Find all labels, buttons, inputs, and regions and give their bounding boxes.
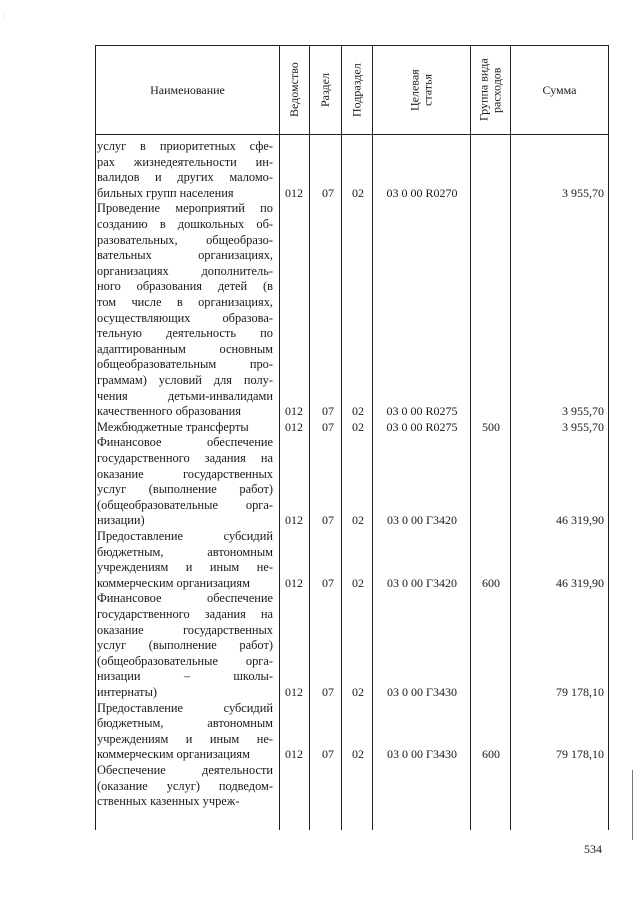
cell-ved: 012 [285, 685, 303, 699]
table-left-border [95, 45, 96, 830]
description-line: Финансовое обеспечение [97, 435, 273, 450]
description-line: учреждениям и иным не- [97, 731, 273, 746]
column-divider-razdel [341, 45, 342, 830]
description-line: качественного образования [97, 404, 241, 419]
description-line: государственного задания на [97, 606, 273, 621]
cell-cel: 03 0 00 Г3420 [387, 575, 457, 590]
description-line: Межбюджетные трансферты [97, 419, 249, 434]
description-line: Финансовое обеспечение [97, 591, 273, 606]
description-line: бюджетным, автономным [97, 716, 273, 731]
cell-raz: 07 [322, 747, 334, 762]
margin-mark [632, 770, 633, 840]
description-line: оказание государственных [97, 622, 273, 637]
cell-grp: 500 [482, 419, 500, 434]
table-right-border [608, 45, 609, 830]
cell-ved: 012 [285, 419, 303, 434]
cell-pod: 02 [352, 185, 364, 200]
cell-sum: 79 178,10 [556, 747, 604, 762]
cell-cel: 03 0 00 Г3430 [387, 685, 457, 699]
cell-sum: 3 955,70 [562, 404, 604, 419]
description-line: бильных групп населения [97, 185, 234, 200]
cell-ved: 012 [285, 747, 303, 762]
description-line: учреждениям и иным не- [97, 560, 273, 575]
cell-ved: 012 [285, 513, 303, 528]
cell-ved: 012 [285, 404, 303, 419]
column-divider-celevaya [470, 45, 471, 830]
description-line: граммам) условий для полу- [97, 372, 273, 387]
description-line: интернаты) [97, 684, 158, 699]
cell-raz: 07 [322, 404, 334, 419]
cell-cel: 03 0 00 R0275 [386, 419, 458, 434]
description-line: ного образования детей (в [97, 279, 273, 294]
header-podrazdel: Подраздел [349, 63, 364, 117]
cell-sum: 3 955,70 [562, 185, 604, 200]
row-description [97, 529, 273, 591]
cell-cel: 03 0 00 Г3430 [387, 747, 457, 762]
cell-cel: 03 0 00 R0270 [386, 185, 458, 200]
row-description [97, 591, 273, 700]
description-line: коммерческим организациям [97, 747, 250, 762]
cell-raz: 07 [322, 685, 334, 699]
cell-grp: 600 [482, 575, 500, 590]
description-line: чения детьми-инвалидами [97, 388, 273, 403]
cell-sum: 46 319,90 [556, 575, 604, 590]
column-divider-name [279, 45, 280, 830]
header-celevaya: Целевая статья [407, 69, 435, 111]
description-line: том числе в организациях, [97, 294, 273, 309]
header-name: Наименование [150, 83, 225, 97]
description-line: (оказание услуг) подведом- [97, 778, 273, 793]
description-line: низации) [97, 513, 145, 528]
cell-pod: 02 [352, 513, 364, 528]
description-line: общеобразовательным про- [97, 357, 273, 372]
description-line: тельную деятельность по [97, 326, 273, 341]
cell-raz: 07 [322, 513, 334, 528]
description-line: (общеобразовательные орга- [97, 497, 273, 512]
cell-cel: 03 0 00 Г3420 [387, 513, 457, 528]
cell-cel: 03 0 00 R0275 [386, 404, 458, 419]
description-line: низации – школы- [97, 669, 273, 684]
cell-pod: 02 [352, 575, 364, 590]
header-razdel: Раздел [318, 73, 332, 107]
description-line: Предоставление субсидий [97, 529, 273, 543]
description-line: (общеобразовательные орга- [97, 653, 273, 668]
description-line: ственных казенных учреж- [97, 794, 240, 809]
header-summa: Сумма [542, 83, 577, 97]
cell-sum: 79 178,10 [556, 685, 604, 699]
cell-sum: 46 319,90 [556, 513, 604, 528]
description-line: коммерческим организациям [97, 575, 250, 590]
cell-raz: 07 [322, 575, 334, 590]
column-divider-podrazdel [372, 45, 373, 830]
description-line: валидов и других маломо- [97, 170, 273, 185]
cell-pod: 02 [352, 747, 364, 762]
scan-speck: · [3, 12, 6, 21]
row-description [97, 420, 273, 436]
description-line: оказание государственных [97, 466, 273, 481]
cell-pod: 02 [352, 419, 364, 434]
cell-pod: 02 [352, 404, 364, 419]
description-line: рах жизнедеятельности ин- [97, 154, 273, 169]
cell-sum: 3 955,70 [562, 419, 604, 434]
header-gruppa: Группа вида расходов [476, 58, 504, 122]
description-line: организациях дополнитель- [97, 263, 273, 278]
description-line: Обеспечение деятельности [97, 763, 273, 777]
description-line: разовательных, общеобразо- [97, 232, 273, 247]
cell-grp: 600 [482, 747, 500, 762]
row-description [97, 435, 273, 529]
column-divider-gruppa [510, 45, 511, 830]
column-divider-vedomstvo [309, 45, 310, 830]
description-line: услуг (выполнение работ) [97, 638, 273, 653]
header-bottom-border [95, 134, 609, 135]
cell-ved: 012 [285, 185, 303, 200]
cell-ved: 012 [285, 575, 303, 590]
cell-pod: 02 [352, 685, 364, 699]
cell-raz: 07 [322, 185, 334, 200]
description-line: Проведение мероприятий по [97, 201, 273, 216]
description-line: Предоставление субсидий [97, 700, 273, 715]
description-line: созданию в дошкольных об- [97, 216, 273, 231]
row-description [97, 763, 273, 810]
description-line: услуг (выполнение работ) [97, 482, 273, 497]
description-line: бюджетным, автономным [97, 544, 273, 559]
cell-raz: 07 [322, 419, 334, 434]
description-line: вательных организациях, [97, 248, 273, 263]
row-description [97, 201, 273, 419]
header-vedomstvo: Ведомство [287, 62, 301, 118]
description-line: адаптированным основным [97, 341, 273, 356]
page-number: 534 [584, 842, 602, 856]
description-line: осуществляющих образова- [97, 310, 273, 325]
description-line: услуг в приоритетных сфе- [97, 139, 273, 153]
row-description [97, 139, 273, 201]
description-line: государственного задания на [97, 450, 273, 465]
row-description [97, 701, 273, 763]
